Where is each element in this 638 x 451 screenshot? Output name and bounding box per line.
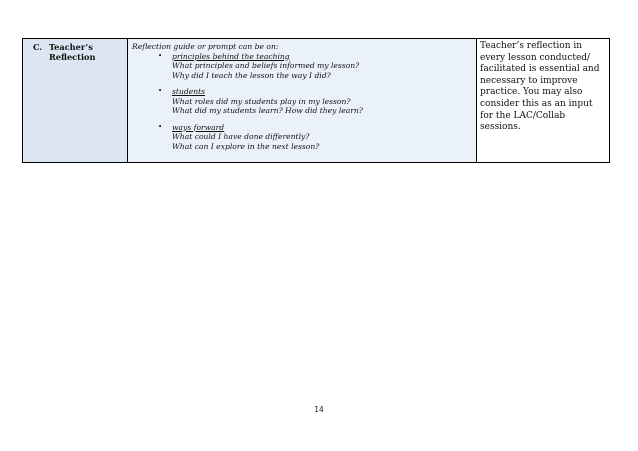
guide-heading: students: [172, 87, 206, 96]
guide-section-ways-forward: [132, 123, 476, 152]
guide-heading: ways forward: [172, 122, 225, 132]
guide-question: What did my students learn? How did they learn?: [172, 106, 363, 115]
table-row: [23, 39, 610, 163]
bullet-icon: •: [158, 122, 163, 131]
teacher-note-cell: [477, 39, 610, 163]
teacher-note: Teacher’s reflection in every lesson conducted/ facilitated is essential and necessary to improve practice. You may also consider this as an input for the LAC/Collab sessions.: [480, 41, 600, 133]
bullet-icon: •: [158, 87, 163, 95]
row-label: Teacher’s Reflection: [49, 42, 96, 62]
guide-section-principles: [132, 52, 476, 81]
bullet-icon: •: [158, 51, 163, 60]
guide-heading: principles behind the teaching: [172, 51, 290, 61]
reflection-guide-cell: [128, 39, 477, 163]
row-letter: C.: [33, 42, 43, 52]
row-label-cell: [23, 39, 128, 163]
guide-section-students: [132, 87, 476, 116]
guide-question: What can I explore in the next lesson?: [172, 141, 320, 151]
guide-question: What could I have done differently?: [172, 132, 310, 141]
guide-intro: Reflection guide or prompt can be on:: [132, 42, 279, 51]
page-number: 14: [314, 405, 324, 414]
guide-question: What roles did my students play in my lesson?: [172, 96, 351, 106]
guide-question: What principles and beliefs informed my lesson?: [172, 61, 360, 70]
guide-question: Why did I teach the lesson the way I did?: [172, 70, 331, 80]
reflection-table: [22, 38, 610, 163]
